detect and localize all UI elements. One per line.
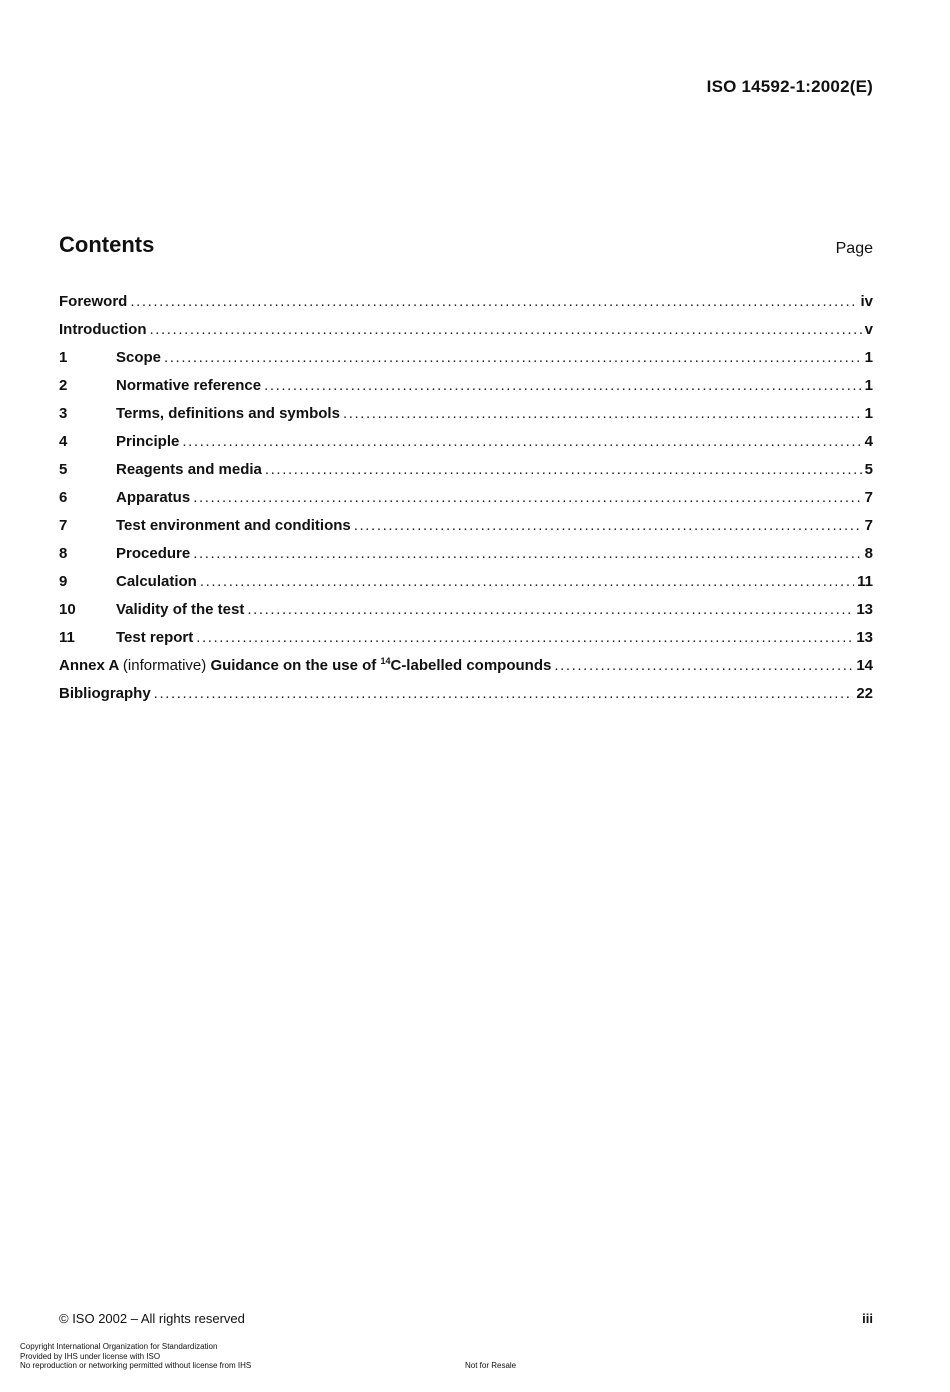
toc-entry-annex-a[interactable]: [59, 652, 873, 680]
toc-entry-page: 13: [856, 629, 873, 646]
dot-leader: [196, 624, 853, 652]
dot-leader: [247, 596, 853, 624]
toc-entry-page: 14: [856, 657, 873, 674]
toc-entry-page: 7: [864, 489, 873, 506]
not-for-resale-notice: Not for Resale: [465, 1361, 517, 1370]
toc-entry-title: Test report: [116, 629, 194, 646]
toc-entry-terms[interactable]: [59, 400, 873, 428]
toc-entry-page: v: [864, 321, 873, 338]
table-of-contents: [59, 288, 873, 708]
license-notice: [20, 1342, 251, 1371]
license-line: No reproduction or networking permitted without license from IHS: [20, 1361, 252, 1370]
dot-leader: [154, 680, 854, 708]
toc-entry-title: Normative reference: [116, 377, 262, 394]
license-line: Copyright International Organization for Standardization: [20, 1342, 218, 1351]
toc-entry-title: Terms, definitions and symbols: [116, 405, 340, 422]
toc-entry-page: 22: [856, 685, 873, 702]
annex-title: [59, 652, 551, 680]
dot-leader: [182, 428, 861, 456]
dot-leader: [264, 372, 862, 400]
toc-entry-page: 4: [864, 433, 873, 450]
toc-entry-number: 4: [59, 433, 68, 450]
footer-page-number: iii: [862, 1311, 873, 1326]
toc-entry-page: iv: [860, 293, 873, 310]
toc-entry-principle[interactable]: [59, 428, 873, 456]
toc-entry-page: 8: [864, 545, 873, 562]
toc-entry-title: Reagents and media: [116, 461, 262, 478]
toc-entry-page: 7: [864, 517, 873, 534]
annex-superscript: 14: [380, 656, 391, 666]
toc-entry-page: 1: [864, 377, 873, 394]
dot-leader: [200, 568, 854, 596]
toc-entry-title: Calculation: [116, 573, 197, 590]
toc-entry-calculation[interactable]: [59, 568, 873, 596]
toc-entry-title: Apparatus: [116, 489, 191, 506]
toc-entry-number: 5: [59, 461, 68, 478]
footer-copyright: © ISO 2002 – All rights reserved: [59, 1311, 245, 1326]
dot-leader: [193, 484, 861, 512]
annex-label: Annex A: [59, 657, 119, 674]
toc-entry-number: 7: [59, 517, 68, 534]
annex-title-post: C-labelled compounds: [390, 657, 552, 674]
toc-entry-number: 2: [59, 377, 68, 394]
toc-entry-apparatus[interactable]: [59, 484, 873, 512]
page-column-label: Page: [835, 240, 873, 257]
toc-entry-title: Procedure: [116, 545, 191, 562]
dot-leader: [149, 316, 861, 344]
annex-title-pre: Guidance on the use of: [210, 657, 377, 674]
toc-entry-foreword[interactable]: [59, 288, 873, 316]
toc-entry-procedure[interactable]: [59, 540, 873, 568]
toc-entry-reagents[interactable]: [59, 456, 873, 484]
dot-leader: [193, 540, 861, 568]
toc-entry-number: 1: [59, 349, 68, 366]
toc-entry-number: 3: [59, 405, 68, 422]
dot-leader: [164, 344, 862, 372]
dot-leader: [265, 456, 862, 484]
toc-entry-number: 8: [59, 545, 68, 562]
toc-entry-number: 10: [59, 601, 76, 618]
toc-entry-title: Bibliography: [59, 685, 151, 702]
toc-entry-page: 13: [856, 601, 873, 618]
toc-entry-normative-reference[interactable]: [59, 372, 873, 400]
toc-entry-number: 11: [59, 629, 75, 646]
dot-leader: [130, 288, 857, 316]
dot-leader: [354, 512, 862, 540]
toc-entry-test-report[interactable]: [59, 624, 873, 652]
toc-entry-page: 5: [864, 461, 873, 478]
toc-entry-title: Principle: [116, 433, 180, 450]
dot-leader: [554, 652, 853, 680]
toc-entry-title: Test environment and conditions: [116, 517, 351, 534]
toc-entry-validity[interactable]: [59, 596, 873, 624]
dot-leader: [343, 400, 862, 428]
toc-entry-title: Introduction: [59, 321, 147, 338]
toc-entry-title: Foreword: [59, 293, 128, 310]
document-id: ISO 14592-1:2002(E): [706, 77, 873, 96]
toc-entry-title: Validity of the test: [116, 601, 245, 618]
toc-entry-page: 1: [864, 349, 873, 366]
toc-entry-number: 6: [59, 489, 68, 506]
toc-entry-introduction[interactable]: [59, 316, 873, 344]
toc-entry-scope[interactable]: [59, 344, 873, 372]
contents-heading: Contents: [59, 232, 155, 257]
annex-qualifier: (informative): [122, 657, 207, 674]
toc-entry-number: 9: [59, 573, 68, 590]
license-line: Provided by IHS under license with ISO: [20, 1351, 161, 1361]
toc-entry-test-environment[interactable]: [59, 512, 873, 540]
toc-entry-page: 11: [857, 573, 873, 590]
toc-entry-page: 1: [864, 405, 873, 422]
toc-entry-bibliography[interactable]: [59, 680, 873, 708]
toc-entry-title: Scope: [116, 349, 162, 366]
